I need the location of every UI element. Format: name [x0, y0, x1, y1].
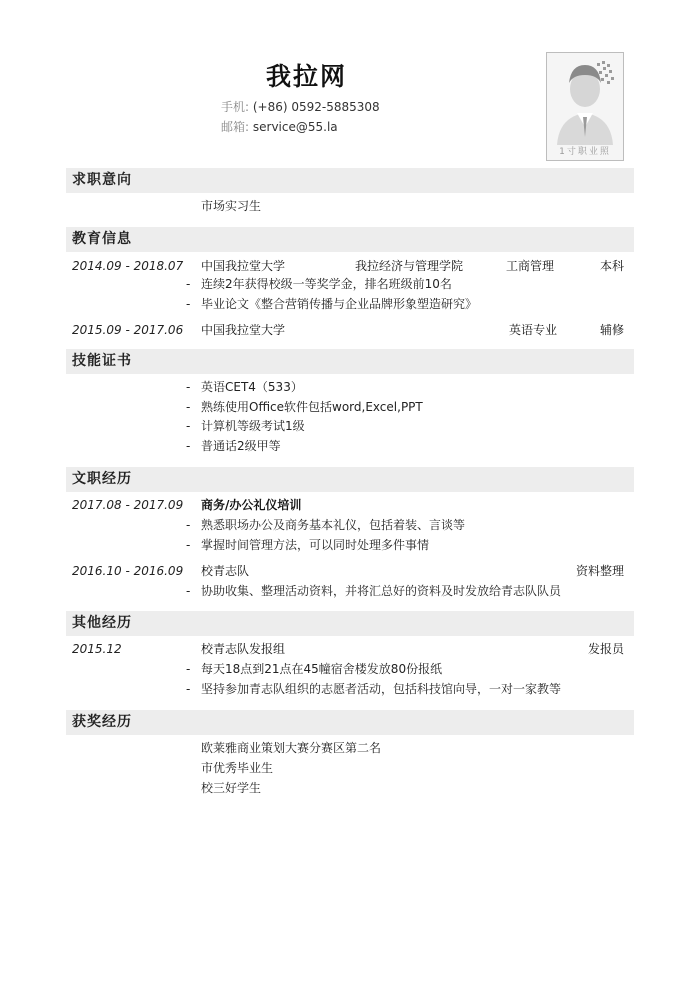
phone-label: 手机:: [221, 100, 250, 114]
work-title: 商务/办公礼仪培训: [201, 498, 302, 512]
list-item: - 毕业论文《整合营销传播与企业品牌形象塑造研究》: [186, 297, 478, 311]
phone-line: [221, 99, 380, 115]
work-date: 2016.10 - 2016.09: [72, 564, 184, 578]
section-title-skills: 技能证书: [72, 353, 132, 369]
work-role: 资料整理: [575, 564, 624, 578]
other-role: 发报员: [587, 642, 624, 656]
list-item: - 协助收集、整理活动资料，并将汇总好的资料及时发放给青志队队员: [186, 584, 562, 598]
other-title: 校青志队发报组: [201, 642, 286, 656]
education-school: 中国我拉堂大学: [201, 323, 286, 337]
education-college: 我拉经济与管理学院: [355, 259, 464, 273]
photo-caption: 1寸职业照: [559, 147, 611, 157]
section-skills: [66, 349, 634, 374]
section-awards: [66, 710, 634, 735]
section-title-work: 文职经历: [72, 471, 132, 487]
list-item: - 普通话2级甲等: [186, 439, 281, 453]
education-degree: 辅修: [599, 323, 624, 337]
email-line: [221, 119, 338, 135]
email-label: 邮箱:: [221, 120, 250, 134]
education-date: 2015.09 - 2017.06: [72, 323, 184, 337]
education-date: 2014.09 - 2018.07: [72, 259, 184, 273]
section-title-awards: 获奖经历: [72, 714, 132, 730]
award-item: 校三好学生: [201, 781, 262, 795]
list-item: - 掌握时间管理方法，可以同时处理多件事情: [186, 538, 430, 552]
education-school: 中国我拉堂大学: [201, 259, 286, 273]
list-item: - 熟悉职场办公及商务基本礼仪，包括着装、言谈等: [186, 518, 466, 532]
list-item: - 计算机等级考试1级: [186, 419, 305, 433]
list-item: - 英语CET4（533）: [186, 380, 303, 394]
section-title-objective: 求职意向: [72, 172, 132, 188]
section-objective: [66, 168, 634, 193]
profile-photo: [546, 52, 624, 161]
phone-value: (+86) 0592-5885308: [252, 100, 380, 114]
list-item: - 坚持参加青志队组织的志愿者活动，包括科技馆向导，一对一家教等: [186, 682, 562, 696]
list-item: - 熟练使用Office软件包括word,Excel,PPT: [186, 400, 423, 414]
objective-text: 市场实习生: [201, 199, 262, 213]
candidate-name: 我拉网: [266, 62, 348, 91]
education-degree: 本科: [599, 259, 624, 273]
work-title: 校青志队: [201, 564, 250, 578]
section-education: [66, 227, 634, 252]
education-major: 英语专业: [509, 323, 558, 337]
list-item: - 每天18点到21点在45幢宿舍楼发放80份报纸: [186, 662, 443, 676]
work-date: 2017.08 - 2017.09: [72, 498, 184, 512]
list-item: - 连续2年获得校级一等奖学金，排名班级前10名: [186, 277, 452, 291]
section-title-other: 其他经历: [72, 615, 132, 631]
section-other: [66, 611, 634, 636]
other-date: 2015.12: [72, 642, 122, 656]
email-value: service@55.la: [252, 120, 338, 134]
award-item: 欧莱雅商业策划大赛分赛区第二名: [201, 741, 382, 755]
education-major: 工商管理: [506, 259, 555, 273]
section-title-education: 教育信息: [72, 231, 132, 247]
section-work: [66, 467, 634, 492]
award-item: 市优秀毕业生: [201, 761, 274, 775]
